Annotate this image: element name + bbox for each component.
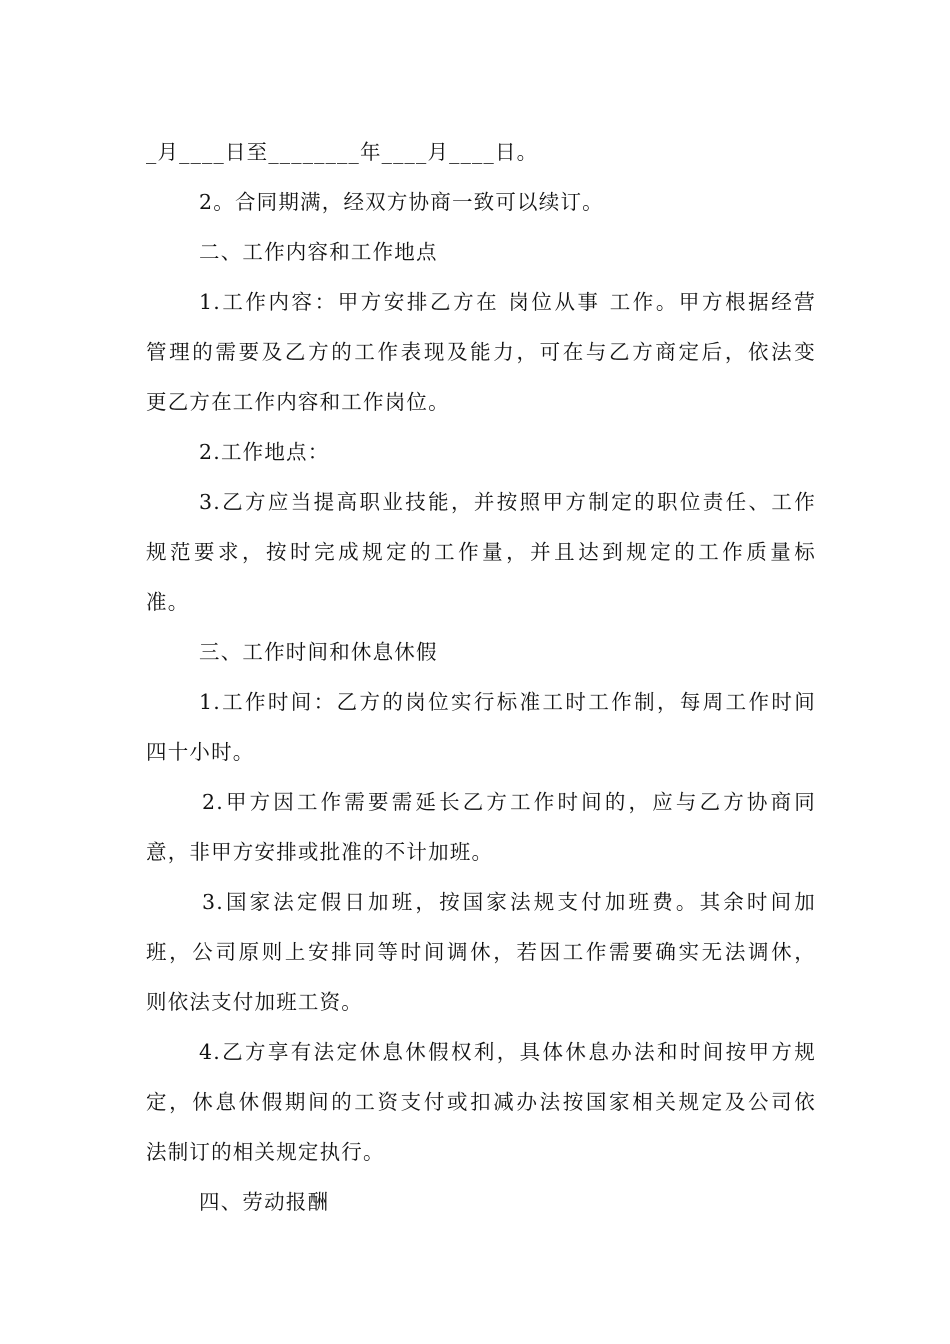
- clause-work-time-line-2: 四十小时。: [146, 740, 255, 764]
- clause-work-content-line-3: 更乙方在工作内容和工作岗位。: [146, 390, 450, 414]
- clause-skills-line-1: 3.乙方应当提高职业技能，并按照甲方制定的职位责任、工作: [199, 490, 816, 514]
- clause-skills-line-2: 规范要求，按时完成规定的工作量，并且达到规定的工作质量标: [146, 540, 816, 564]
- clause-holiday-line-1: 3.国家法定假日加班，按国家法规支付加班费。其余时间加: [202, 890, 816, 914]
- clause-leave-line-1: 4.乙方享有法定休息休假权利，具体休息办法和时间按甲方规: [199, 1040, 816, 1064]
- clause-overtime-line-2: 意，非甲方安排或批准的不计加班。: [146, 840, 494, 864]
- clause-overtime-line-1: 2.甲方因工作需要需延长乙方工作时间的，应与乙方协商同: [202, 790, 816, 814]
- clause-holiday-line-3: 则依法支付加班工资。: [146, 990, 363, 1014]
- section-heading-remuneration: 四、劳动报酬: [199, 1190, 330, 1214]
- clause-work-time-line-1: 1.工作时间：乙方的岗位实行标准工时工作制，每周工作时间: [199, 690, 816, 714]
- section-heading-work-time: 三、工作时间和休息休假: [199, 640, 438, 664]
- clause-leave-line-2: 定，休息休假期间的工资支付或扣减办法按国家相关规定及公司依: [146, 1090, 816, 1114]
- renewal-clause: 2。合同期满，经双方协商一致可以续订。: [199, 190, 604, 214]
- date-range-line: _月____日至________年____月____日。: [146, 140, 539, 164]
- clause-skills-line-3: 准。: [146, 590, 190, 614]
- clause-work-content-line-1: 1.工作内容：甲方安排乙方在 岗位从事 工作。甲方根据经营: [199, 290, 816, 314]
- section-heading-work-content: 二、工作内容和工作地点: [199, 240, 438, 264]
- clause-work-location: 2.工作地点：: [199, 440, 330, 464]
- clause-work-content-line-2: 管理的需要及乙方的工作表现及能力，可在与乙方商定后，依法变: [146, 340, 816, 364]
- clause-leave-line-3: 法制订的相关规定执行。: [146, 1140, 385, 1164]
- clause-holiday-line-2: 班，公司原则上安排同等时间调休，若因工作需要确实无法调休，: [146, 940, 816, 964]
